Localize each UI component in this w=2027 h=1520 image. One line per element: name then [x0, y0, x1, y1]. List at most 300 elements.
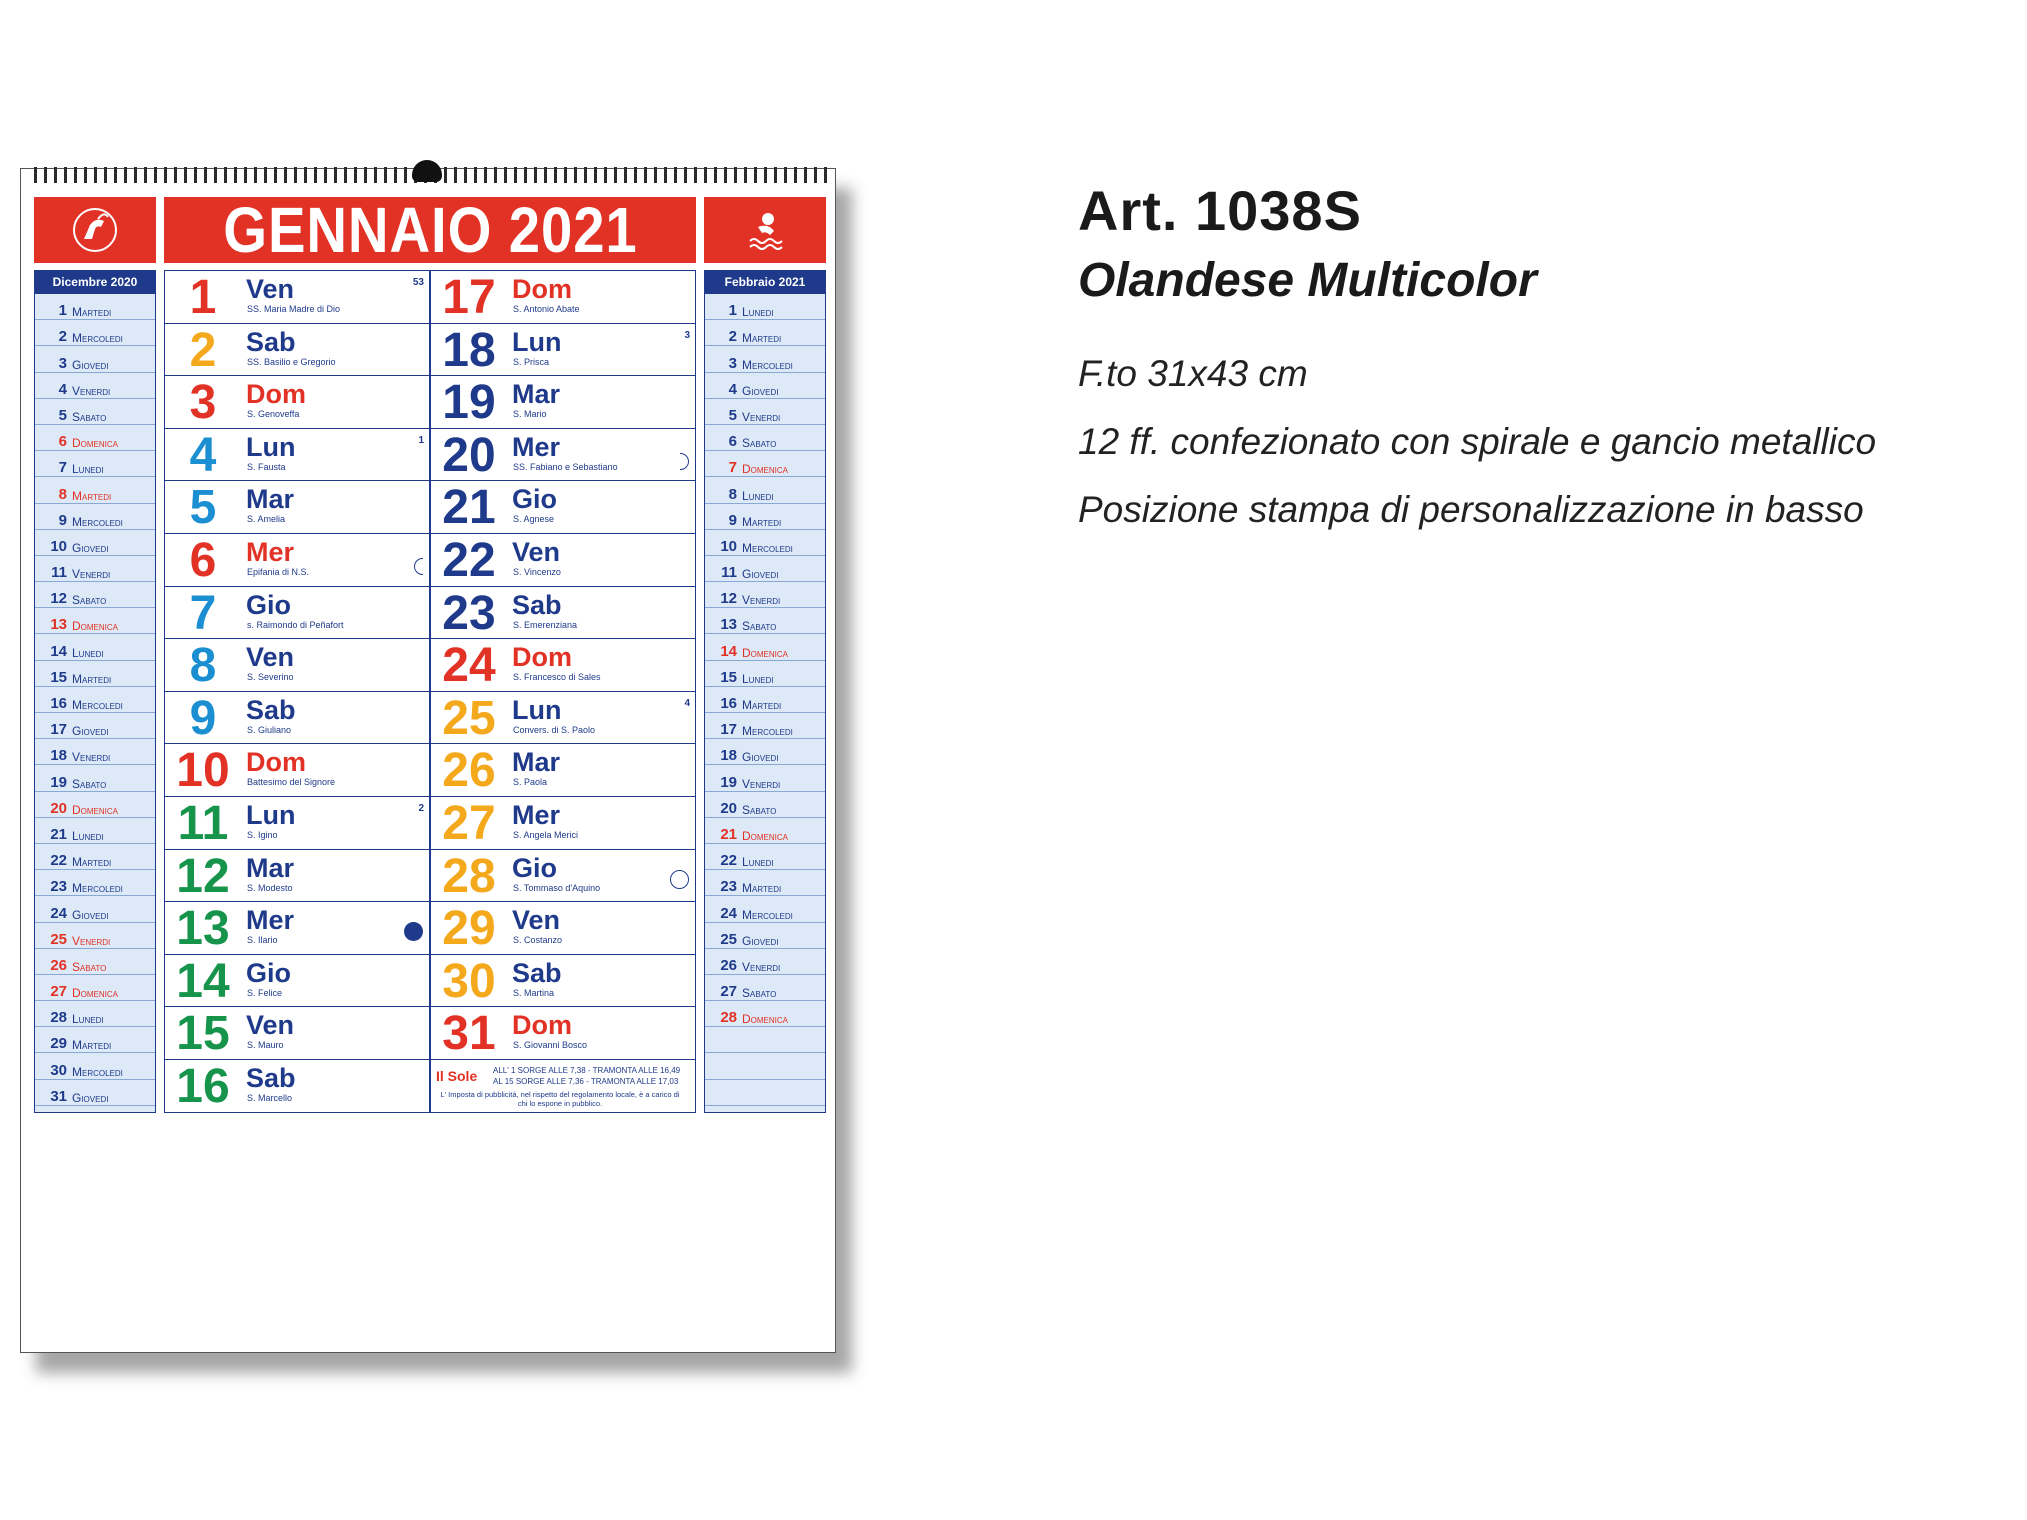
weekday: Sab	[246, 694, 296, 725]
sun-line-2: AL 15 SORGE ALLE 7,36 - TRAMONTA ALLE 17,03	[493, 1076, 679, 1086]
side-day-number: 28	[720, 1009, 737, 1027]
side-day-number: 1	[58, 302, 67, 320]
side-weekday: Domenica	[72, 619, 119, 634]
side-weekday: Venerdi	[742, 959, 781, 974]
side-weekday: Lunedi	[742, 671, 774, 686]
day-row	[431, 797, 695, 850]
side-weekday: Mercoledi	[742, 357, 793, 372]
side-day-row	[35, 896, 155, 922]
side-day-number: 2	[58, 328, 67, 346]
model-name: Olandese Multicolor	[1078, 254, 1537, 307]
side-day-row	[705, 425, 825, 451]
saint-name: Convers. di S. Paolo	[513, 724, 596, 735]
day-number: 26	[442, 744, 496, 798]
side-day-number: 14	[720, 642, 737, 660]
side-day-number: 26	[720, 956, 737, 974]
day-row	[431, 1007, 695, 1060]
side-weekday: Venerdi	[72, 567, 111, 582]
side-weekday: Martedi	[742, 881, 782, 896]
side-day-number: 4	[58, 380, 67, 398]
side-day-number: 23	[50, 878, 67, 896]
side-weekday: Domenica	[742, 462, 789, 477]
side-day-row	[35, 844, 155, 870]
saint-name: S. Martina	[513, 987, 555, 998]
side-day-row	[35, 294, 155, 320]
day-row	[165, 1060, 429, 1113]
side-day-row	[705, 792, 825, 818]
side-day-number: 13	[50, 616, 67, 634]
day-row	[431, 850, 695, 903]
side-weekday: Mercoledi	[742, 907, 793, 922]
saint-name: S. Tommaso d'Aquino	[513, 882, 601, 893]
day-number: 6	[189, 533, 217, 587]
side-weekday: Giovedi	[742, 567, 779, 582]
side-day-row	[705, 661, 825, 687]
weekday: Mer	[512, 431, 561, 462]
side-day-row	[705, 346, 825, 372]
saint-name: SS. Fabiano e Sebastiano	[513, 461, 618, 472]
side-weekday: Venerdi	[742, 593, 781, 608]
moon-phase-icon	[404, 922, 423, 941]
side-weekday: Domenica	[742, 828, 789, 843]
day-row	[165, 587, 429, 640]
weekday: Sab	[246, 1062, 296, 1093]
side-weekday: Domenica	[742, 645, 789, 660]
side-day-number: 9	[728, 511, 737, 529]
day-number: 12	[176, 849, 230, 903]
article-code: Art. 1038S	[1078, 179, 1362, 242]
day-number: 21	[442, 481, 496, 535]
side-day-number: 7	[728, 459, 737, 477]
day-row	[431, 692, 695, 745]
side-weekday: Lunedi	[742, 488, 774, 503]
day-number: 9	[189, 691, 217, 745]
prev-month-list	[35, 294, 155, 1106]
side-day-row	[705, 634, 825, 660]
side-day-row	[705, 530, 825, 556]
saint-name: s. Raimondo di Peñafort	[247, 619, 344, 630]
side-weekday: Domenica	[72, 802, 119, 817]
day-number: 30	[442, 954, 496, 1008]
day-number: 19	[442, 376, 496, 430]
day-row	[165, 481, 429, 534]
side-day-number: 19	[50, 773, 67, 791]
weekday: Gio	[246, 589, 291, 620]
side-day-number: 25	[720, 930, 737, 948]
side-day-number: 24	[720, 904, 737, 922]
weekday: Gio	[246, 957, 291, 988]
saint-name: S. Severino	[247, 672, 294, 683]
saint-name: S. Felice	[247, 987, 283, 998]
side-weekday: Mercoledi	[72, 514, 123, 529]
side-day-row	[35, 949, 155, 975]
side-day-row	[35, 739, 155, 765]
day-number: 1	[189, 271, 217, 324]
spec-binding: 12 ff. confezionato con spirale e gancio metallico	[1078, 421, 1877, 462]
side-day-number: 2	[728, 328, 737, 346]
day-row	[165, 1007, 429, 1060]
day-number: 2	[189, 323, 217, 377]
saint-name: S. Emerenziana	[513, 619, 578, 630]
day-number: 8	[189, 639, 217, 693]
side-weekday: Lunedi	[742, 305, 774, 320]
day-row	[431, 376, 695, 429]
side-day-row	[35, 792, 155, 818]
side-day-number: 1	[728, 302, 737, 320]
side-day-row	[705, 975, 825, 1001]
side-day-number: 31	[50, 1087, 67, 1105]
day-number: 3	[189, 376, 217, 430]
side-day-number: 6	[58, 433, 67, 451]
weekday: Ven	[512, 536, 561, 567]
side-weekday: Giovedi	[742, 933, 779, 948]
saint-name: S. Prisca	[513, 356, 550, 367]
side-day-row	[35, 582, 155, 608]
saint-name: S. Giovanni Bosco	[513, 1040, 588, 1051]
weekday: Dom	[512, 1010, 572, 1041]
side-day-number: 23	[720, 878, 737, 896]
day-row	[431, 955, 695, 1008]
day-row	[431, 587, 695, 640]
side-weekday: Lunedi	[72, 828, 104, 843]
saint-name: S. Modesto	[247, 882, 293, 893]
side-day-row	[705, 844, 825, 870]
day-row	[431, 324, 695, 377]
side-weekday: Venerdi	[72, 383, 111, 398]
day-row	[431, 744, 695, 797]
side-weekday: Martedi	[72, 305, 112, 320]
spec-format: F.to 31x43 cm	[1078, 353, 1308, 394]
side-day-row	[705, 896, 825, 922]
next-month-panel	[704, 270, 826, 1113]
day-number: 24	[442, 639, 496, 693]
side-weekday: Lunedi	[72, 645, 104, 660]
side-day-row	[705, 765, 825, 791]
side-day-number: 27	[50, 983, 67, 1001]
side-weekday: Lunedi	[72, 1012, 104, 1027]
side-weekday: Giovedi	[72, 1090, 109, 1105]
side-day-number: 4	[728, 380, 737, 398]
weekday: Mer	[512, 799, 561, 830]
weekday: Dom	[512, 274, 572, 304]
days-column-1	[164, 270, 430, 1113]
side-day-row	[705, 1080, 825, 1106]
weekday: Lun	[512, 326, 562, 357]
product-info	[1078, 178, 1876, 544]
day-row	[165, 271, 429, 324]
day-number: 18	[442, 323, 496, 377]
day-row	[165, 692, 429, 745]
side-day-number: 27	[720, 983, 737, 1001]
side-day-row	[705, 451, 825, 477]
side-day-row	[705, 608, 825, 634]
side-day-row	[35, 346, 155, 372]
zodiac-right	[704, 197, 826, 263]
day-row	[165, 534, 429, 587]
day-row	[165, 376, 429, 429]
side-day-row	[35, 399, 155, 425]
saint-name: S. Ilario	[247, 935, 278, 946]
weekday: Ven	[512, 905, 561, 936]
side-weekday: Lunedi	[72, 462, 104, 477]
side-weekday: Mercoledi	[72, 881, 123, 896]
side-day-row	[35, 425, 155, 451]
day-row	[431, 639, 695, 692]
side-weekday: Mercoledi	[742, 724, 793, 739]
day-row	[165, 797, 429, 850]
side-day-number: 10	[50, 537, 67, 555]
day-row	[431, 429, 695, 482]
weekday: Mar	[246, 852, 295, 883]
saint-name: S. Mario	[513, 409, 547, 420]
weekday: Dom	[246, 747, 306, 778]
days-column-2-list	[431, 271, 695, 1060]
weekday: Lun	[246, 799, 296, 830]
side-day-number: 21	[50, 825, 67, 843]
side-weekday: Venerdi	[72, 750, 111, 765]
day-row	[431, 534, 695, 587]
side-weekday: Sabato	[72, 593, 107, 608]
weekday: Dom	[512, 642, 572, 673]
day-number: 17	[442, 271, 496, 324]
side-weekday: Domenica	[72, 436, 119, 451]
side-day-number: 9	[58, 511, 67, 529]
month-title: GENNAIO 2021	[222, 194, 638, 266]
side-day-row	[705, 949, 825, 975]
saint-name: S. Igino	[247, 829, 278, 840]
side-day-row	[35, 1001, 155, 1027]
side-day-number: 7	[58, 459, 67, 477]
side-weekday: Lunedi	[742, 855, 774, 870]
week-number: 2	[418, 802, 424, 814]
side-day-row	[35, 608, 155, 634]
side-day-row	[35, 818, 155, 844]
week-number: 53	[412, 277, 424, 288]
tax-notice: L' Imposta di pubblicità, nel rispetto del regolamento locale, è a carico di chi lo espone in pubblico.	[440, 1089, 680, 1108]
side-weekday: Mercoledi	[72, 698, 123, 712]
side-day-number: 8	[728, 485, 737, 503]
side-day-number: 12	[720, 590, 737, 608]
side-day-row	[35, 661, 155, 687]
next-month-list	[705, 294, 825, 1106]
side-weekday: Sabato	[742, 619, 777, 634]
weekday: Gio	[512, 484, 557, 515]
weekday: Mer	[246, 905, 295, 936]
side-day-row	[705, 373, 825, 399]
side-weekday: Sabato	[742, 436, 777, 451]
next-month-title: Febbraio 2021	[705, 271, 825, 294]
sun-line-1: ALL' 1 SORGE ALLE 7,38 - TRAMONTA ALLE 16,49	[493, 1065, 681, 1075]
day-row	[165, 744, 429, 797]
side-weekday: Giovedi	[72, 907, 109, 922]
moon-phase-icon	[414, 558, 423, 575]
side-day-row	[705, 687, 825, 713]
sun-label: Il Sole	[436, 1067, 478, 1084]
day-row	[431, 902, 695, 955]
side-day-row	[35, 870, 155, 896]
side-day-row	[35, 923, 155, 949]
side-day-row	[705, 1001, 825, 1027]
side-weekday: Giovedi	[72, 724, 109, 739]
side-day-number: 18	[50, 747, 67, 765]
side-day-row	[35, 556, 155, 582]
side-day-row	[35, 320, 155, 346]
side-weekday: Giovedi	[742, 383, 779, 398]
side-day-number: 20	[50, 799, 67, 817]
side-day-row	[35, 1027, 155, 1053]
side-weekday: Martedi	[742, 331, 782, 346]
saint-name: S. Antonio Abate	[513, 304, 580, 314]
day-row	[165, 324, 429, 377]
side-day-number: 16	[50, 695, 67, 712]
saint-name: SS. Maria Madre di Dio	[247, 304, 341, 314]
side-day-row	[35, 477, 155, 503]
saint-name: S. Genoveffa	[247, 409, 300, 420]
side-day-number: 3	[58, 354, 67, 372]
day-number: 14	[176, 954, 230, 1008]
side-weekday: Sabato	[742, 986, 777, 1001]
side-weekday: Martedi	[72, 671, 112, 686]
weekday: Sab	[512, 957, 562, 988]
side-day-row	[35, 975, 155, 1001]
day-number: 10	[176, 744, 230, 798]
saint-name: S. Paola	[513, 777, 548, 788]
week-number: 3	[684, 329, 690, 341]
side-weekday: Giovedi	[742, 750, 779, 765]
weekday: Dom	[246, 379, 306, 410]
side-day-row	[35, 504, 155, 530]
sun-info	[431, 1060, 695, 1112]
saint-name: S. Angela Merici	[513, 829, 579, 840]
side-day-row	[705, 556, 825, 582]
saint-name: S. Fausta	[247, 461, 286, 472]
metal-hook	[412, 160, 442, 182]
side-day-row	[35, 1080, 155, 1106]
side-day-number: 24	[50, 904, 67, 922]
side-day-number: 6	[728, 433, 737, 451]
side-weekday: Martedi	[742, 514, 782, 529]
side-day-number: 28	[50, 1009, 67, 1027]
side-day-row	[705, 923, 825, 949]
weekday: Gio	[512, 852, 557, 883]
day-number: 13	[176, 902, 230, 956]
side-day-number: 15	[720, 668, 737, 686]
day-row	[165, 429, 429, 482]
spec-list	[1078, 340, 1876, 544]
day-number: 27	[442, 796, 496, 850]
weekday: Mar	[512, 747, 561, 778]
side-day-number: 18	[720, 747, 737, 765]
side-day-row	[35, 373, 155, 399]
weekday: Ven	[246, 1010, 295, 1041]
month-header	[164, 194, 696, 266]
aquarius-icon	[740, 205, 790, 255]
side-weekday: Sabato	[742, 802, 777, 817]
side-day-row	[35, 687, 155, 713]
side-day-row	[705, 739, 825, 765]
side-day-row	[705, 582, 825, 608]
side-weekday: Domenica	[742, 1012, 789, 1027]
prev-month-title: Dicembre 2020	[35, 271, 155, 294]
saint-name: S. Vincenzo	[513, 566, 561, 577]
side-day-number: 25	[50, 930, 67, 948]
side-day-row	[705, 1027, 825, 1053]
capricorn-icon	[70, 205, 120, 255]
zodiac-left	[34, 197, 156, 263]
side-day-number: 26	[50, 956, 67, 974]
saint-name: S. Francesco di Sales	[513, 672, 601, 683]
side-day-number: 17	[720, 721, 737, 739]
weekday: Mar	[512, 379, 561, 410]
side-weekday: Martedi	[72, 488, 112, 503]
saint-name: Epifania di N.S.	[247, 566, 310, 577]
prev-month-panel	[34, 270, 156, 1113]
side-day-number: 21	[720, 825, 737, 843]
side-day-row	[705, 713, 825, 739]
side-day-row	[35, 765, 155, 791]
day-number: 11	[177, 796, 229, 850]
side-day-row	[705, 504, 825, 530]
side-day-row	[35, 1053, 155, 1079]
side-day-row	[35, 451, 155, 477]
side-weekday: Mercoledi	[72, 331, 123, 346]
side-weekday: Giovedi	[72, 357, 109, 372]
side-weekday: Giovedi	[72, 540, 109, 555]
side-day-row	[35, 634, 155, 660]
side-day-number: 17	[50, 721, 67, 739]
saint-name: S. Amelia	[247, 514, 286, 525]
day-number: 7	[189, 586, 217, 640]
day-number: 15	[176, 1007, 230, 1061]
saint-name: S. Mauro	[247, 1040, 284, 1051]
day-row	[431, 481, 695, 534]
moon-phase-icon	[670, 870, 689, 889]
saint-name: Battesimo del Signore	[247, 777, 336, 788]
saint-name: S. Marcello	[247, 1092, 293, 1103]
saint-name: S. Costanzo	[513, 935, 563, 946]
moon-phase-icon	[680, 453, 689, 470]
week-number: 1	[418, 434, 424, 446]
side-weekday: Domenica	[72, 986, 119, 1001]
side-day-number: 3	[728, 354, 737, 372]
side-day-row	[705, 294, 825, 320]
saint-name: SS. Basilio e Gregorio	[247, 356, 336, 367]
side-weekday: Martedi	[72, 1038, 112, 1053]
day-number: 5	[189, 481, 217, 535]
day-row	[165, 902, 429, 955]
side-day-number: 16	[720, 695, 737, 712]
side-day-row	[35, 713, 155, 739]
day-row	[165, 955, 429, 1008]
side-weekday: Martedi	[72, 855, 112, 870]
side-day-row	[705, 477, 825, 503]
side-day-number: 19	[720, 773, 737, 791]
week-number: 4	[684, 697, 690, 709]
side-day-number: 12	[50, 590, 67, 608]
day-row	[165, 639, 429, 692]
weekday: Mer	[246, 536, 295, 567]
day-row	[165, 850, 429, 903]
day-number: 28	[442, 849, 496, 903]
side-weekday: Venerdi	[742, 776, 781, 791]
weekday: Sab	[246, 326, 296, 357]
side-day-row	[705, 870, 825, 896]
side-weekday: Mercoledi	[742, 540, 793, 555]
side-day-number: 13	[720, 616, 737, 634]
side-day-number: 20	[720, 799, 737, 817]
day-number: 31	[442, 1007, 496, 1061]
day-number: 25	[442, 691, 496, 745]
